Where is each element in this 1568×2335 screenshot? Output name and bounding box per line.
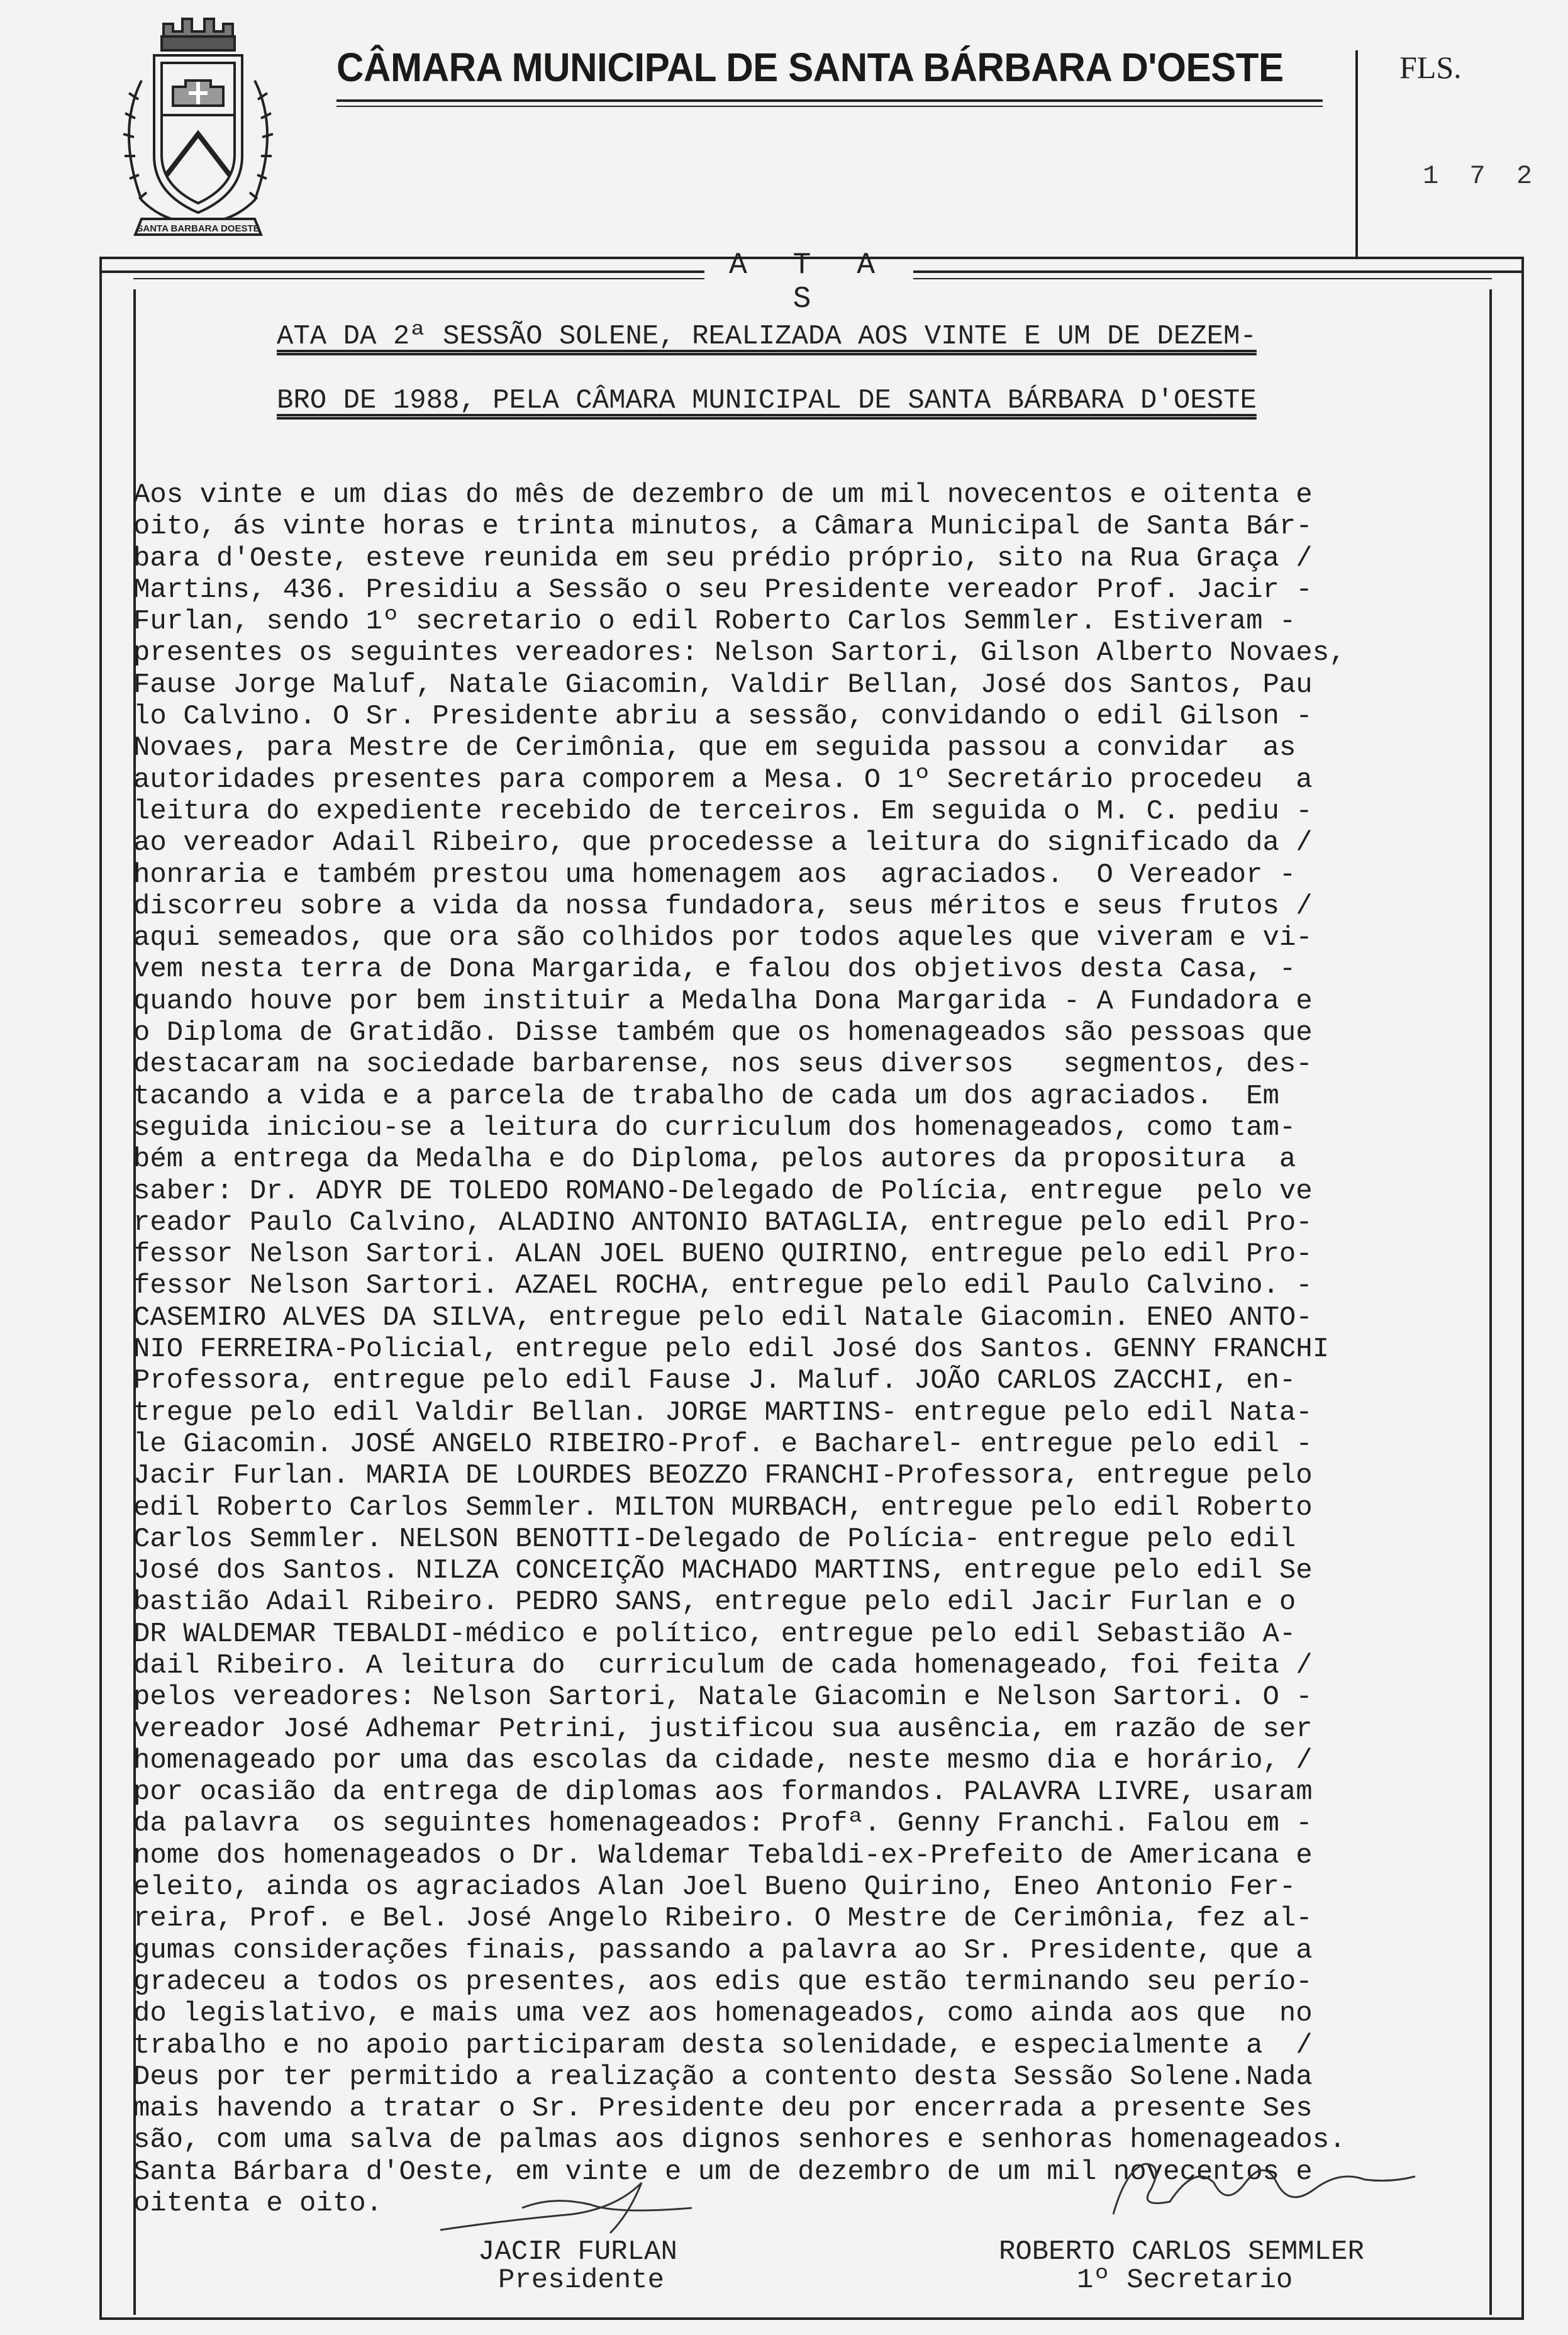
municipal-coat-of-arms [104,11,292,250]
minutes-body-line: ao vereador Adail Ribeiro, que procedesse a leitura do significado da / [133,827,1313,859]
president-title: Presidente [498,2265,665,2296]
folio-number: 1 7 2 [1423,161,1540,191]
minutes-body-line: oito, ás vinte horas e trinta minutos, a Câmara Municipal de Santa Bár- [133,511,1313,543]
minutes-body-line: Furlan, sendo 1º secretario o edil Roberto Carlos Semmler. Estiveram - [133,606,1296,638]
minutes-body-line: reira, Prof. e Bel. José Angelo Ribeiro. O Mestre de Cerimônia, fez al- [133,1903,1313,1935]
fls-label: FLS. [1399,50,1462,85]
minutes-body-line: CASEMIRO ALVES DA SILVA, entregue pelo edil Natale Giacomin. ENEO ANTO- [133,1301,1313,1334]
minutes-body [133,479,1536,2219]
minutes-body-line: le Giacomin. JOSÉ ANGELO RIBEIRO-Prof. e Bacharel- entregue pelo edil - [133,1428,1313,1460]
minutes-body-line: Santa Bárbara d'Oeste, em vinte e um de dezembro de um mil novecentos e [133,2156,1313,2188]
minutes-body-line: por ocasião da entrega de diplomas aos formandos. PALAVRA LIVRE, usaram [133,1776,1313,1808]
minutes-body-line: fessor Nelson Sartori. AZAEL ROCHA, entregue pelo edil Paulo Calvino. - [133,1270,1313,1302]
minutes-body-line: Aos vinte e um dias do mês de dezembro de um mil novecentos e oitenta e [133,479,1313,511]
minutes-title-line-1: ATA DA 2ª SESSÃO SOLENE, REALIZADA AOS VINTE E UM DE DEZEM- [277,321,1257,352]
minutes-body-line: eleito, ainda os agraciados Alan Joel Bueno Quirino, Eneo Antonio Fer- [133,1871,1296,1903]
frame-top-right-inner-rule [913,278,1492,279]
minutes-body-line: Novaes, para Mestre de Cerimônia, que em seguida passou a convidar as [133,732,1296,764]
minutes-body-line: edil Roberto Carlos Semmler. MILTON MURBACH, entregue pelo edil Roberto [133,1491,1313,1524]
minutes-body-line: presentes os seguintes vereadores: Nelson Sartori, Gilson Alberto Novaes, [133,637,1346,669]
frame-top-right-rule [913,270,1524,273]
secretary-name: ROBERTO CARLOS SEMMLER [999,2236,1364,2268]
minutes-body-line: dail Ribeiro. A leitura do curriculum de cada homenageado, foi feita / [133,1649,1313,1681]
president-signature [428,2170,730,2246]
president-name: JACIR FURLAN [478,2236,677,2268]
minutes-body-line: oitenta e oito. [133,2188,383,2220]
minutes-body-line: NIO FERREIRA-Policial, entregue pelo edil José dos Santos. GENNY FRANCHI [133,1334,1330,1366]
minutes-body-line: quando houve por bem instituir a Medalha Dona Margarida - A Fundadora e [133,985,1313,1017]
minutes-body-line: Deus por ter permitido a realização a contento desta Sessão Solene.Nada [133,2061,1313,2093]
minutes-body-line: honraria e também prestou uma homenagem aos agraciados. O Vereador - [133,859,1296,891]
header-divider [1355,50,1358,258]
frame-top-left-rule [99,270,704,273]
minutes-body-line: saber: Dr. ADYR DE TOLEDO ROMANO-Delegado de Polícia, entregue pelo ve [133,1175,1313,1207]
minutes-body-line: bastião Adail Ribeiro. PEDRO SANS, entregue pelo edil Jacir Furlan e o [133,1586,1296,1619]
minutes-body-line: Jacir Furlan. MARIA DE LOURDES BEOZZO FRANCHI-Professora, entregue pelo [133,1460,1313,1492]
secretary-title: 1º Secretario [1077,2265,1293,2296]
minutes-body-line: seguida iniciou-se a leitura do curriculum dos homenageados, como tam- [133,1112,1296,1144]
chamber-name-heading: CÂMARA MUNICIPAL DE SANTA BÁRBARA D'OESTE [336,45,1284,90]
minutes-body-line: lo Calvino. O Sr. Presidente abriu a sessão, convidando o edil Gilson - [133,701,1313,733]
minutes-body-line: reador Paulo Calvino, ALADINO ANTONIO BATAGLIA, entregue pelo edil Pro- [133,1207,1313,1239]
minutes-body-line: Professora, entregue pelo edil Fause J. Maluf. JOÃO CARLOS ZACCHI, en- [133,1365,1296,1397]
minutes-body-line: são, com uma salva de palmas aos dignos senhores e senhoras homenageados. [133,2124,1346,2156]
minutes-body-line: vem nesta terra de Dona Margarida, e falou dos objetivos desta Casa, - [133,954,1296,986]
minutes-body-line: gumas considerações finais, passando a palavra ao Sr. Presidente, que a [133,1934,1313,1966]
header-rule [336,99,1323,102]
frame-top-left-inner-rule [133,278,704,279]
minutes-body-line: aqui semeados, que ora são colhidos por todos aqueles que viveram e vi- [133,922,1313,954]
minutes-body-line: bém a entrega da Medalha e do Diploma, pelos autores da propositura a [133,1144,1296,1176]
section-label: A T A S [728,248,889,316]
minutes-body-line: trabalho e no apoio participaram desta solenidade, e especialmente a / [133,2029,1313,2061]
minutes-body-line: Martins, 436. Presidiu a Sessão o seu Presidente vereador Prof. Jacir - [133,574,1313,606]
minutes-body-line: discorreu sobre a vida da nossa fundadora, seus méritos e seus frutos / [133,890,1313,922]
minutes-body-line: da palavra os seguintes homenageados: Profª. Genny Franchi. Falou em - [133,1808,1313,1840]
minutes-body-line: DR WALDEMAR TEBALDI-médico e político, entregue pelo edil Sebastião A- [133,1618,1296,1650]
minutes-title-line-2: BRO DE 1988, PELA CÂMARA MUNICIPAL DE SANTA BÁRBARA D'OESTE [277,385,1257,416]
minutes-body-line: mais havendo a tratar o Sr. Presidente deu por encerrada a presente Ses [133,2093,1313,2125]
crest-motto: SANTA BARBARA DOESTE [136,223,260,234]
minutes-body-line: José dos Santos. NILZA CONCEIÇÃO MACHADO MARTINS, entregue pelo edil Se [133,1555,1313,1587]
minutes-body-line: bara d'Oeste, esteve reunida em seu prédio próprio, sito na Rua Graça / [133,542,1313,574]
minutes-body-line: fessor Nelson Sartori. ALAN JOEL BUENO QUIRINO, entregue pelo edil Pro- [133,1239,1313,1271]
minutes-body-line: nome dos homenageados o Dr. Waldemar Tebaldi-ex-Prefeito de Americana e [133,1839,1313,1871]
minutes-body-line: destacaram na sociedade barbarense, nos seus diversos segmentos, des- [133,1049,1313,1081]
minutes-body-line: homenageado por uma das escolas da cidade, neste mesmo dia e horário, / [133,1744,1313,1776]
minutes-body-line: Fause Jorge Maluf, Natale Giacomin, Valdir Bellan, José dos Santos, Pau [133,669,1313,701]
minutes-body-line: tacando a vida e a parcela de trabalho de cada um dos agraciados. Em [133,1080,1279,1112]
minutes-body-line: Carlos Semmler. NELSON BENOTTI-Delegado de Polícia- entregue pelo edil [133,1523,1296,1555]
minutes-body-line: o Diploma de Gratidão. Disse também que os homenageados são pessoas que [133,1017,1313,1049]
minutes-body-line: pelos vereadores: Nelson Sartori, Natale Giacomin e Nelson Sartori. O - [133,1681,1313,1714]
minutes-body-line: leitura do expediente recebido de terceiros. Em seguida o M. C. pediu - [133,795,1313,827]
minutes-body-line: vereador José Adhemar Petrini, justificou sua ausência, em razão de ser [133,1713,1313,1745]
header-rule-thin [336,106,1323,107]
minutes-body-line: tregue pelo edil Valdir Bellan. JORGE MARTINS- entregue pelo edil Nata- [133,1396,1313,1429]
minutes-body-line: gradeceu a todos os presentes, aos edis que estão terminando seu perío- [133,1966,1313,1998]
secretary-signature [1101,2145,1428,2233]
minutes-body-line: autoridades presentes para comporem a Mesa. O 1º Secretário procedeu a [133,764,1313,796]
minutes-body-line: do legislativo, e mais uma vez aos homenageados, como ainda aos que no [133,1998,1313,2030]
